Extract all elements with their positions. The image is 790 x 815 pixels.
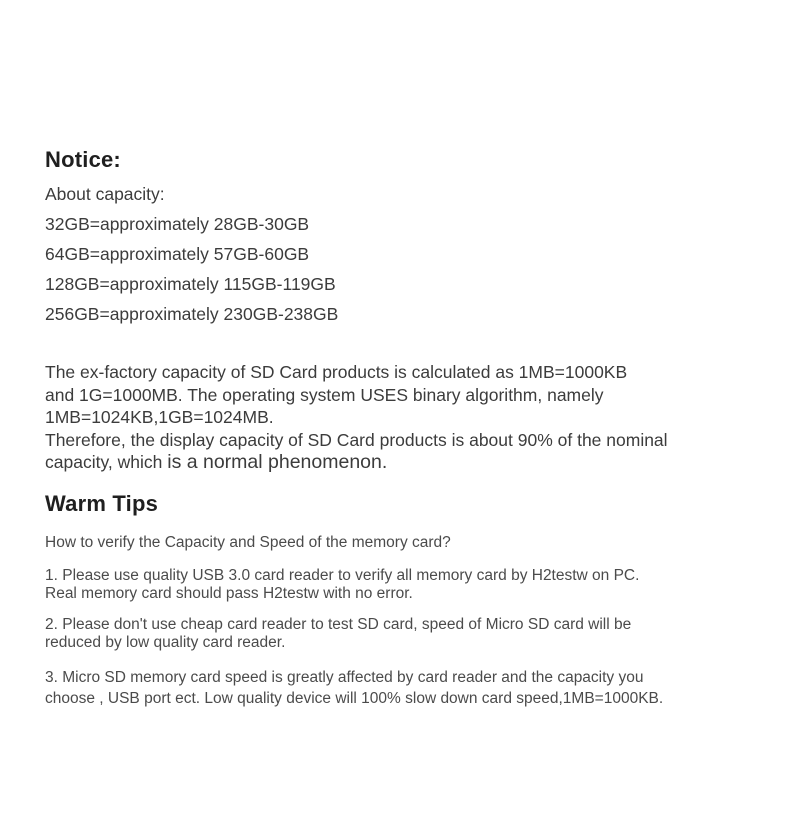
paragraph-line-5 [45, 451, 750, 474]
tip-1-line-1: 1. Please use quality USB 3.0 card reader to verify all memory card by H2testw on PC. [45, 567, 640, 584]
about-capacity-label: About capacity: [45, 184, 165, 204]
capacity-explanation-paragraph [45, 361, 750, 474]
tip-2-line-2: reduced by low quality card reader. [45, 633, 286, 651]
capacity-list [45, 214, 750, 325]
notice-section [45, 147, 750, 474]
tip-1 [45, 567, 750, 602]
tips-question: How to verify the Capacity and Speed of the memory card? [45, 533, 451, 551]
tip-2-line-1: 2. Please don't use cheap card reader to test SD card, speed of Micro SD card will be [45, 616, 632, 633]
paragraph-line-1: The ex-factory capacity of SD Card products is calculated as 1MB=1000KB [45, 362, 628, 382]
capacity-line-256gb: 256GB=approximately 230GB-238GB [45, 304, 339, 324]
capacity-line-32gb: 32GB=approximately 28GB-30GB [45, 214, 310, 234]
tip-3-line-2: choose , USB port ect. Low quality device will 100% slow down card speed,1MB=1000KB. [45, 690, 664, 707]
notice-heading: Notice: [45, 147, 121, 172]
warm-tips-heading: Warm Tips [45, 490, 159, 516]
tip-1-line-2: Real memory card should pass H2testw with no error. [45, 584, 413, 602]
tip-3-line-1: 3. Micro SD memory card speed is greatly affected by card reader and the capacity you [45, 669, 644, 686]
warm-tips-section [45, 491, 750, 710]
paragraph-line-5-text: capacity, which [45, 452, 168, 472]
paragraph-line-2: and 1G=1000MB. The operating system USES binary algorithm, namely [45, 384, 604, 405]
tip-2 [45, 616, 750, 651]
paragraph-line-4: Therefore, the display capacity of SD Card products is about 90% of the nominal [45, 429, 668, 450]
paragraph-emphasis: is a normal phenomenon. [167, 451, 388, 473]
capacity-line-128gb: 128GB=approximately 115GB-119GB [45, 274, 336, 294]
tip-3 [45, 667, 750, 709]
paragraph-line-3: 1MB=1024KB,1GB=1024MB. [45, 407, 274, 427]
capacity-line-64gb: 64GB=approximately 57GB-60GB [45, 244, 310, 264]
